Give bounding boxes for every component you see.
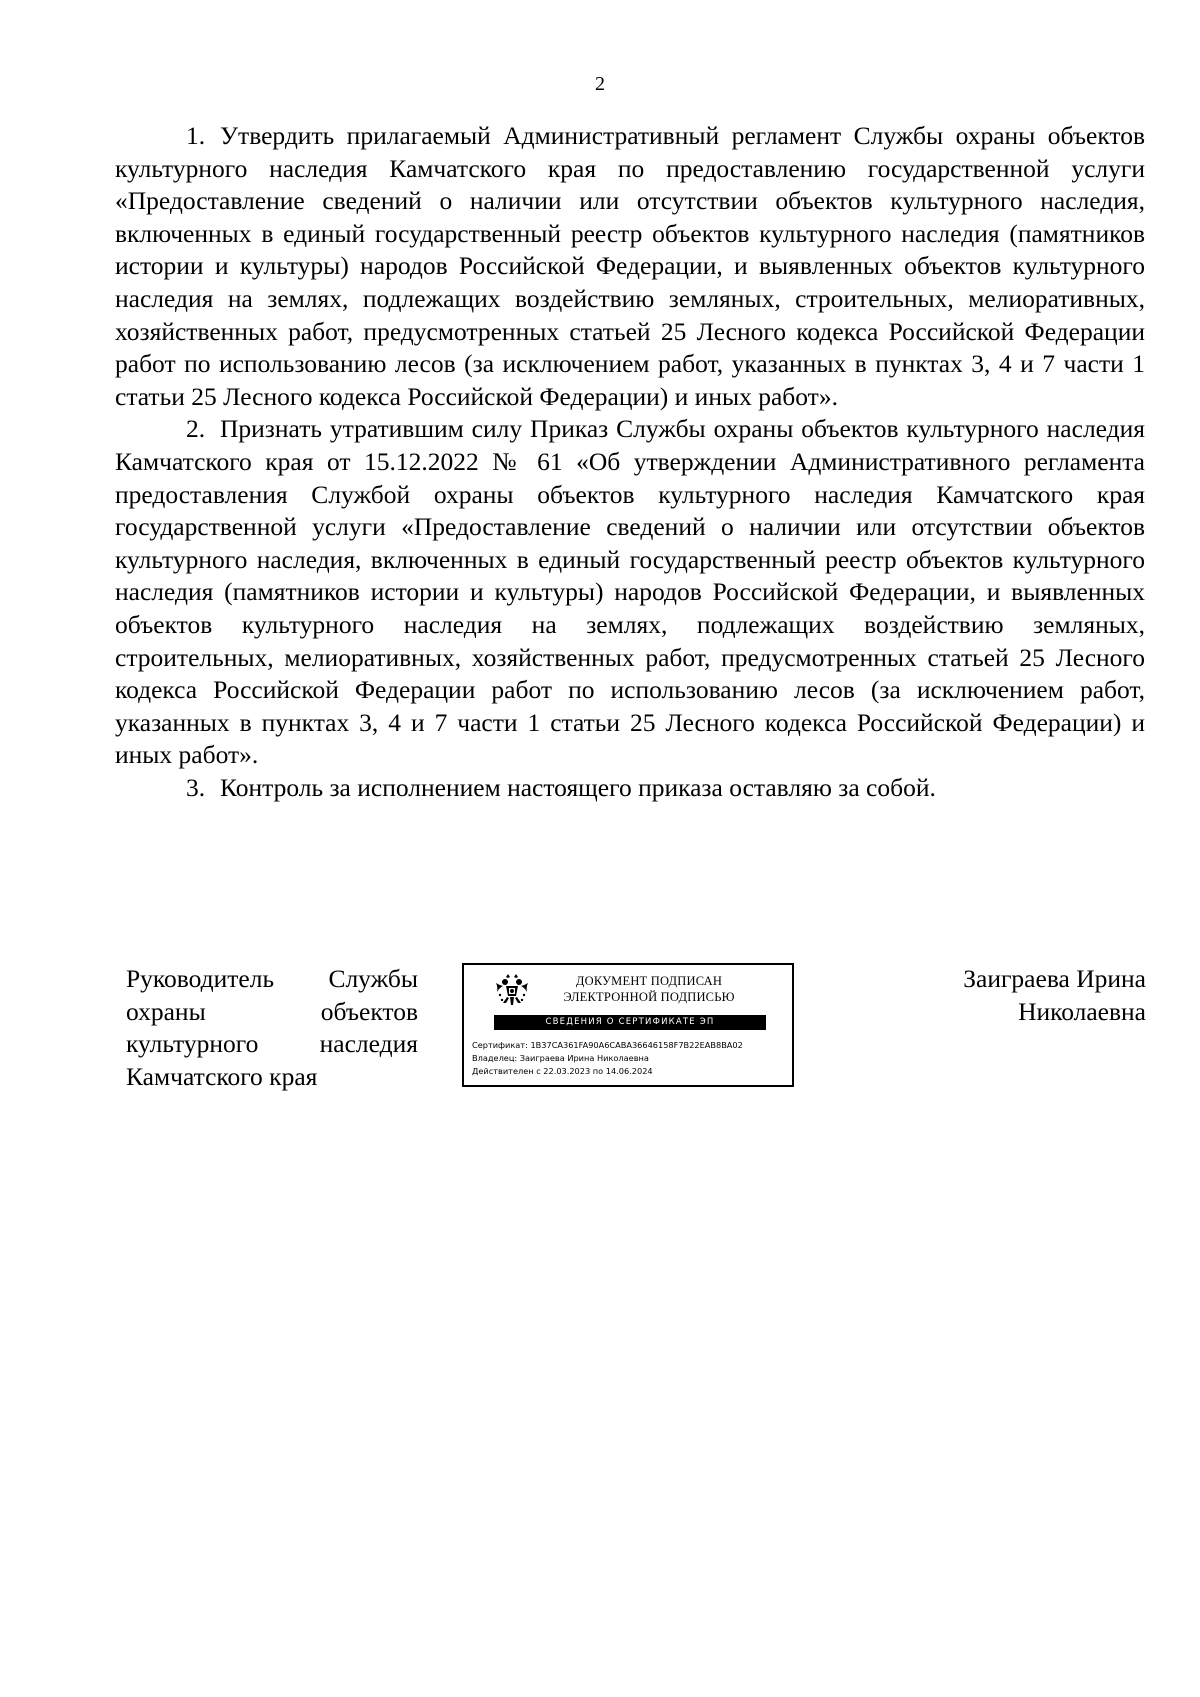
paragraph-2	[115, 413, 1145, 772]
paragraph-text: Контроль за исполнением настоящего приказа оставляю за собой.	[220, 772, 936, 802]
certificate-validity: Действителен с 22.03.2023 по 14.06.2024	[472, 1066, 653, 1076]
signer-name-line: Николаевна	[1018, 996, 1146, 1026]
signer-position-line: охраны объектов	[126, 996, 418, 1026]
signer-name	[886, 963, 1146, 1028]
certificate-details	[472, 1039, 790, 1078]
paragraph-number: 1.	[186, 121, 206, 150]
russian-coat-of-arms-icon	[494, 973, 530, 1011]
signer-position-line: Руководитель Службы	[126, 964, 418, 993]
paragraph-text: Утвердить прилагаемый Административный регламент Службы охраны объектов культурного наследия Камчатского края по предоставлению государственной услуги «Предоставление сведений о наличии или отсутствии объектов культурного наследия, включенных в единый государственный реестр объектов культурного наследия (памятников истории и культуры) народов Российской Федерации, и выявленных объектов культурного наследия на землях, подлежащих воздействию земляных, строительных, мелиоративных, хозяйственных работ, предусмотренных статьей 25 Лесного кодекса Российской Федерации работ по использованию лесов (за исключением работ, указанных в пунктах 3, 4 и 7 части 1 статьи 25 Лесного кодекса Российской Федерации) и иных работ».	[115, 121, 1145, 411]
signer-name-line: Заиграева Ирина	[963, 964, 1146, 993]
page-number: 2	[595, 73, 605, 95]
certificate-number: Сертификат: 1B37CA361FA90A6CABA36646158F7B22EAB8BA02	[472, 1040, 743, 1050]
document-body	[115, 120, 1145, 804]
signer-position-line: культурного наследия	[126, 1029, 418, 1059]
paragraph-text: Признать утратившим силу Приказ Службы охраны объектов культурного наследия Камчатского края от 15.12.2022 № 61 «Об утверждении Административного регламента предоставления Службой охраны объектов культурного наследия Камчатского края государственной услуги «Предоставление сведений о наличии или отсутствии объектов культурного наследия, включенных в единый государственный реестр объектов культурного наследия (памятников истории и культуры) народов Российской Федерации, и выявленных объектов культурного наследия на землях, подлежащих воздействию земляных, строительных, мелиоративных, хозяйственных работ, предусмотренных статьей 25 Лесного кодекса Российской Федерации работ по использованию лесов (за исключением работ, указанных в пунктах 3, 4 и 7 части 1 статьи 25 Лесного кодекса Российской Федерации) и иных работ».	[115, 414, 1145, 770]
signer-position-line: Камчатского края	[126, 1061, 318, 1091]
paragraph-number: 2.	[186, 414, 206, 444]
certificate-owner: Владелец: Заиграева Ирина Николаевна	[472, 1053, 649, 1063]
paragraph-1	[115, 120, 1145, 413]
paragraph-number: 3.	[186, 772, 206, 802]
stamp-title-line: ЭЛЕКТРОННОЙ ПОДПИСЬЮ	[563, 990, 735, 1004]
stamp-title-line: ДОКУМЕНТ ПОДПИСАН	[575, 974, 723, 988]
electronic-signature-stamp	[462, 963, 794, 1087]
signer-position	[126, 963, 418, 1093]
paragraph-3	[115, 772, 1145, 805]
certificate-info-bar: СВЕДЕНИЯ О СЕРТИФИКАТЕ ЭП	[494, 1015, 766, 1030]
stamp-title	[544, 973, 754, 1005]
